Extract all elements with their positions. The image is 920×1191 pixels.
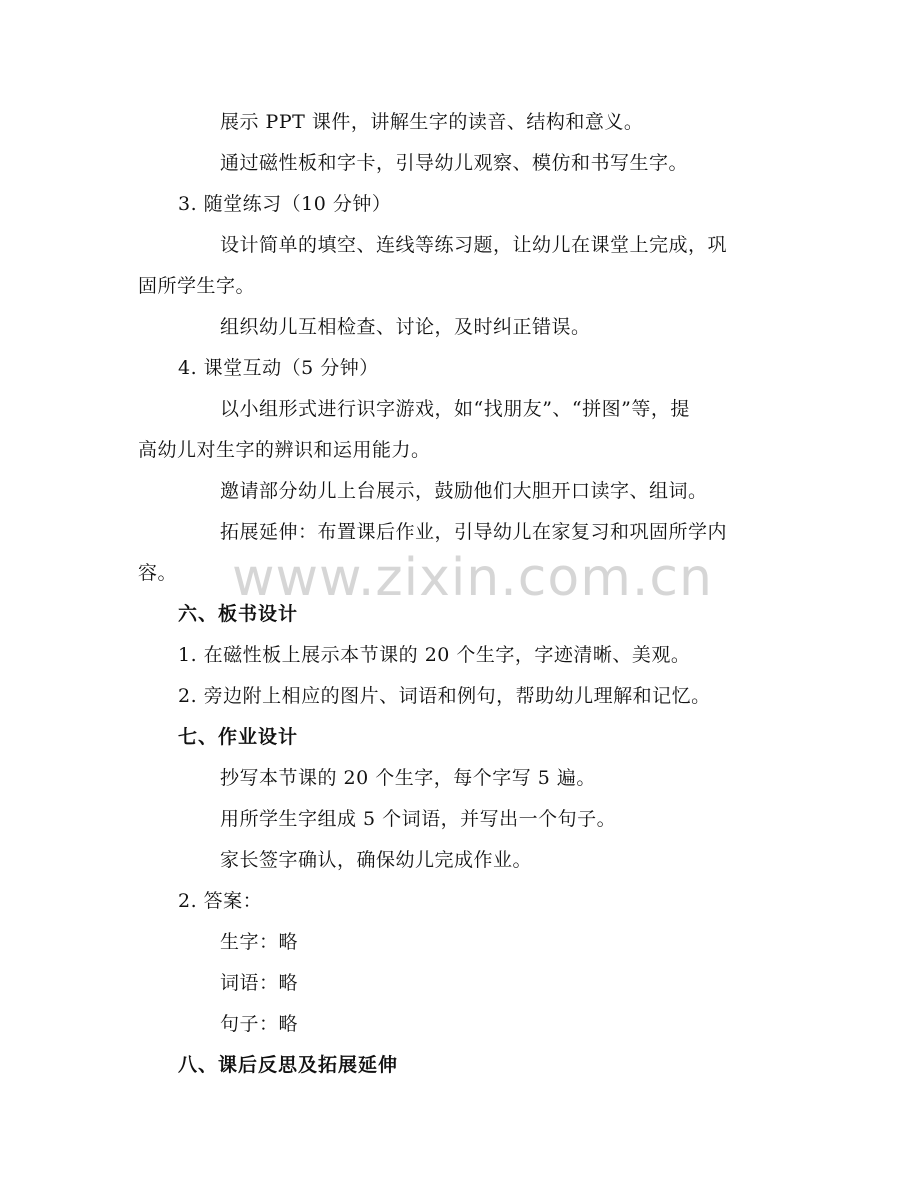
paragraph: 家长签字确认，确保幼儿完成作业。 xyxy=(220,849,533,871)
watermark: www.zixin.com.cn xyxy=(232,548,713,608)
paragraph: 用所学生字组成 5 个词语，并写出一个句子。 xyxy=(220,808,617,830)
paragraph: 以小组形式进行识字游戏，如“找朋友”、“拼图”等，提 xyxy=(220,398,690,420)
paragraph: 组织幼儿互相检查、讨论，及时纠正错误。 xyxy=(220,316,591,338)
paragraph: 展示 PPT 课件，讲解生字的读音、结构和意义。 xyxy=(220,111,644,133)
section-heading-board-design: 六、板书设计 xyxy=(178,603,299,625)
numbered-subheading: 2. 答案： xyxy=(178,890,263,912)
paragraph: 抄写本节课的 20 个生字，每个字写 5 遍。 xyxy=(220,767,596,789)
paragraph: 拓展延伸：布置课后作业，引导幼儿在家复习和巩固所学内 xyxy=(220,521,728,543)
paragraph: 邀请部分幼儿上台展示，鼓励他们大胆开口读字、组词。 xyxy=(220,480,708,502)
answer-line: 生字：略 xyxy=(220,931,299,953)
section-heading-homework-design: 七、作业设计 xyxy=(178,726,299,748)
paragraph-continuation: 高幼儿对生字的辨识和运用能力。 xyxy=(138,439,431,461)
paragraph-continuation: 容。 xyxy=(138,562,178,584)
numbered-item: 2. 旁边附上相应的图片、词语和例句，帮助幼儿理解和记忆。 xyxy=(178,685,711,707)
numbered-item: 1. 在磁性板上展示本节课的 20 个生字，字迹清晰、美观。 xyxy=(178,644,691,666)
paragraph-continuation: 固所学生字。 xyxy=(138,275,256,297)
section-heading-reflection: 八、课后反思及拓展延伸 xyxy=(178,1054,399,1076)
numbered-subheading: 4. 课堂互动（5 分钟） xyxy=(178,357,379,379)
paragraph: 设计简单的填空、连线等练习题，让幼儿在课堂上完成，巩 xyxy=(220,234,728,256)
answer-line: 词语：略 xyxy=(220,972,299,994)
answer-line: 句子：略 xyxy=(220,1013,299,1035)
paragraph: 通过磁性板和字卡，引导幼儿观察、模仿和书写生字。 xyxy=(220,152,689,174)
numbered-subheading: 3. 随堂练习（10 分钟） xyxy=(178,193,392,215)
